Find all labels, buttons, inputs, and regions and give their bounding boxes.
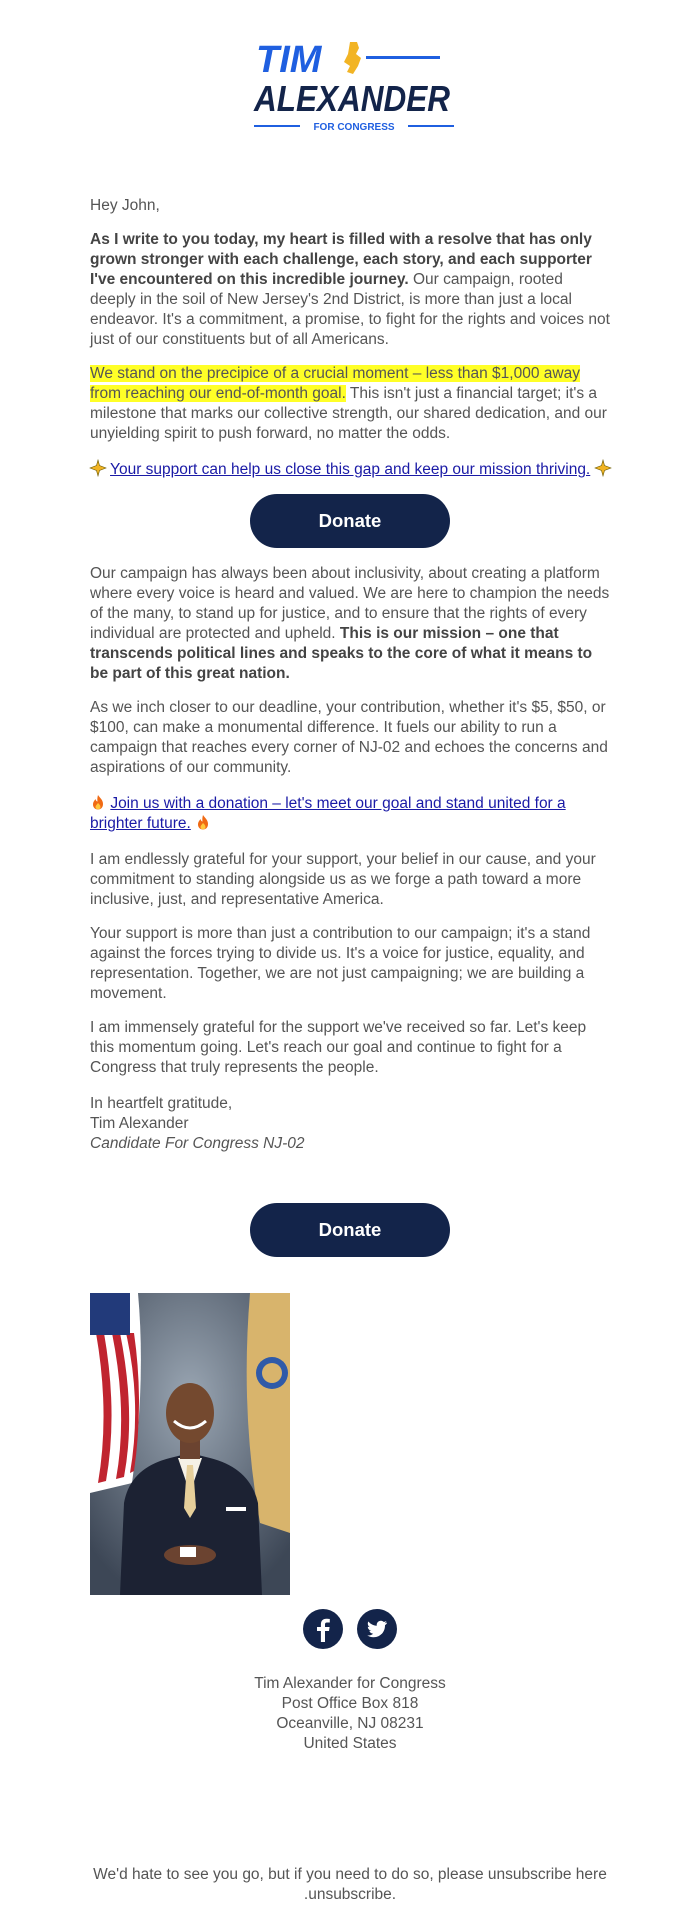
logo-subtitle: FOR CONGRESS xyxy=(313,122,395,133)
donation-link[interactable]: Join us with a donation – let's meet our goal and stand united for a brighter future. xyxy=(90,795,566,832)
goal-text: This isn't just a financial target; it's a milestone that marks our collective strength, our shared dedication, and our unyielding spirit to push forward, no matter the odds. xyxy=(90,385,607,442)
social-links xyxy=(303,1609,397,1649)
unsubscribe-link[interactable]: .unsubscribe. xyxy=(303,1886,397,1903)
paragraph-goal xyxy=(90,364,612,444)
unsubscribe-text: We'd hate to see you go, but if you need to do so, please unsubscribe here xyxy=(93,1866,607,1883)
unsubscribe-section xyxy=(0,1865,700,1905)
sparkle-icon xyxy=(595,460,611,476)
donate-button[interactable]: Donate xyxy=(250,494,450,548)
mission-bold: This is our mission – one that transcends political lines and speaks to the core of what it means to be part of this great nation. xyxy=(90,625,593,682)
greeting: Hey John, xyxy=(90,197,160,214)
intro-bold: As I write to you today, my heart is filled with a resolve that has only grown stronger with each challenge, each story, and each supporter I've encountered on this incredible journey. xyxy=(90,231,592,288)
paragraph-intro xyxy=(90,230,612,350)
logo-last-name: ALEXANDER xyxy=(253,78,451,119)
paragraph-gratitude: I am endlessly grateful for your support, your belief in our cause, and your commitment to standing alongside us as we forge a path toward a more inclusive, just, and representative America. xyxy=(90,851,596,908)
facebook-icon[interactable] xyxy=(303,1609,343,1649)
fire-icon xyxy=(195,814,211,830)
highlighted-goal: We stand on the precipice of a crucial moment – less than $1,000 away from reaching our end-of-month goal. xyxy=(90,365,580,402)
closing-line: In heartfelt gratitude, xyxy=(90,1095,233,1112)
donate-button-bottom[interactable]: Donate xyxy=(250,1203,450,1257)
candidate-photo xyxy=(90,1293,290,1595)
mission-text: Our campaign has always been about inclusivity, about creating a platform where every voice is heard and valued. We are here to champion the needs of the many, to stand up for justice, and to ensure that the rights of every individual are protected and upheld. xyxy=(90,565,610,642)
paragraph-mission xyxy=(90,564,612,684)
us-flag xyxy=(90,1293,141,1493)
fire-icon xyxy=(90,794,106,810)
footer-address xyxy=(0,1674,700,1754)
paragraph-momentum: I am immensely grateful for the support we've received so far. Let's keep this momentum going. Let's reach our goal and continue to fight for a Congress that truly represents the people. xyxy=(90,1019,587,1076)
footer-country: United States xyxy=(303,1735,397,1752)
support-link-line xyxy=(90,460,612,480)
footer-po-box: Post Office Box 818 xyxy=(281,1695,419,1712)
twitter-icon[interactable] xyxy=(357,1609,397,1649)
signature xyxy=(90,1094,612,1154)
campaign-logo xyxy=(254,36,454,132)
paragraph-deadline: As we inch closer to our deadline, your contribution, whether it's $5, $50, or $100, can make a monumental difference. It fuels our ability to run a campaign that reaches every corner of NJ-02 and echoes the concerns and aspirations of our community. xyxy=(90,699,608,776)
nj-state-icon xyxy=(344,42,361,74)
sparkle-icon xyxy=(90,460,106,476)
support-link[interactable]: Your support can help us close this gap and keep our mission thriving. xyxy=(110,461,591,478)
intro-text: Our campaign, rooted deeply in the soil of New Jersey's 2nd District, is more than just a local endeavor. It's a commitment, a promise, to fight for the rights and voices not just of our constituents but of all Americans. xyxy=(90,271,610,348)
paragraph-movement: Your support is more than just a contribution to our campaign; it's a stand against the forces trying to divide us. It's a voice for justice, equality, and representation. Together, we are not just campaigning; we are building a movement. xyxy=(90,925,591,1002)
signer-title: Candidate For Congress NJ-02 xyxy=(90,1135,305,1152)
footer-city: Oceanville, NJ 08231 xyxy=(276,1715,424,1732)
footer-org: Tim Alexander for Congress xyxy=(254,1675,446,1692)
donation-link-line xyxy=(90,794,612,834)
signer-name: Tim Alexander xyxy=(90,1115,189,1132)
logo-first-name: TIM xyxy=(256,39,322,81)
